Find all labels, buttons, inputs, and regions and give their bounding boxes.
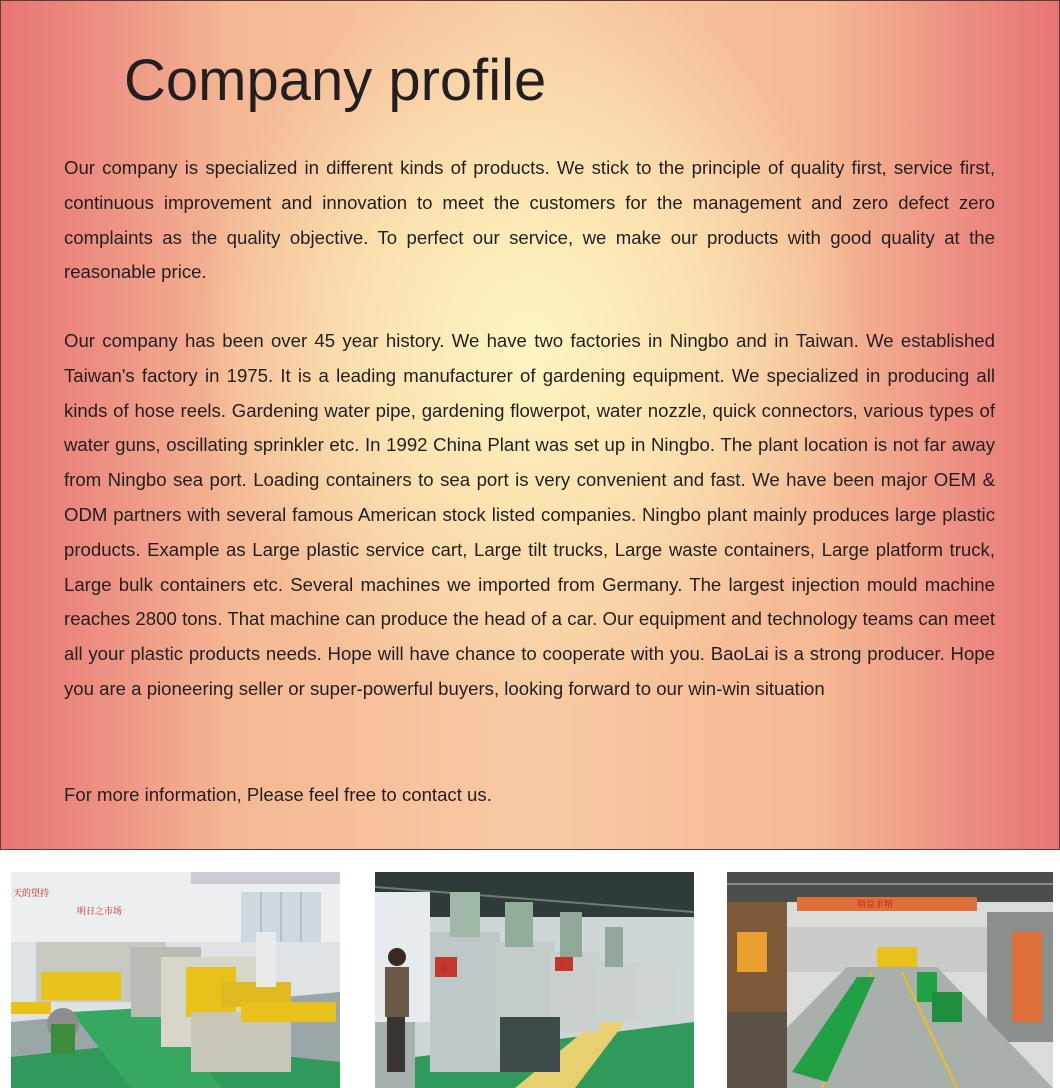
- factory-photo-die-casting-image: [11, 872, 340, 1088]
- factory-photo-die-casting: [11, 872, 340, 1088]
- factory-photo-assembly-hall-image: [727, 872, 1053, 1088]
- photo1-sign-line1: 天的望持: [13, 889, 50, 899]
- photo2-machine-number: 6: [441, 965, 447, 975]
- factory-photo-injection-line-image: [375, 872, 694, 1088]
- photo1-sign-line2: 明日之市场: [77, 907, 123, 917]
- factory-photo-injection-line: [375, 872, 694, 1088]
- factory-photo-assembly-hall: [727, 872, 1053, 1088]
- contact-paragraph: For more information, Please feel free to contact us.: [64, 784, 492, 805]
- intro-paragraph: Our company is specialized in different kinds of products. We stick to the principle of quality first, service first, continuous improvement and innovation to meet the customers for the management and zero defect zero complaints as the quality objective. To perfect our service, we make our products with good quality at the reasonable price.: [64, 157, 995, 283]
- photo3-banner: 精益求精: [857, 900, 894, 910]
- page-title: Company profile: [124, 48, 547, 113]
- photo2-machine-number-b: 7: [559, 961, 565, 971]
- history-paragraph: Our company has been over 45 year history. We have two factories in Ningbo and in Taiwan. We established Taiwan's factory in 1975. It is a leading manufacturer of gardening equipment. We specialized in producing all kinds of hose reels. Gardening water pipe, gardening flowerpot, water nozzle, quick connectors, various types of water guns, oscillating sprinkler etc. In 1992 China Plant was set up in Ningbo. The plant location is not far away from Ningbo sea port. Loading containers to sea port is very convenient and fast. We have been major OEM & ODM partners with several famous American stock listed companies. Ningbo plant mainly produces large plastic products. Example as Large plastic service cart, Large tilt trucks, Large waste containers, Large platform truck, Large bulk containers etc. Several machines we imported from Germany. The largest injection mould machine reaches 2800 tons. That machine can produce the head of a car. Our equipment and technology teams can meet all your plastic products needs. Hope will have chance to cooperate with you. BaoLai is a strong producer. Hope you are a pioneering seller or super-powerful buyers, looking forward to our win-win situation: [64, 330, 995, 699]
